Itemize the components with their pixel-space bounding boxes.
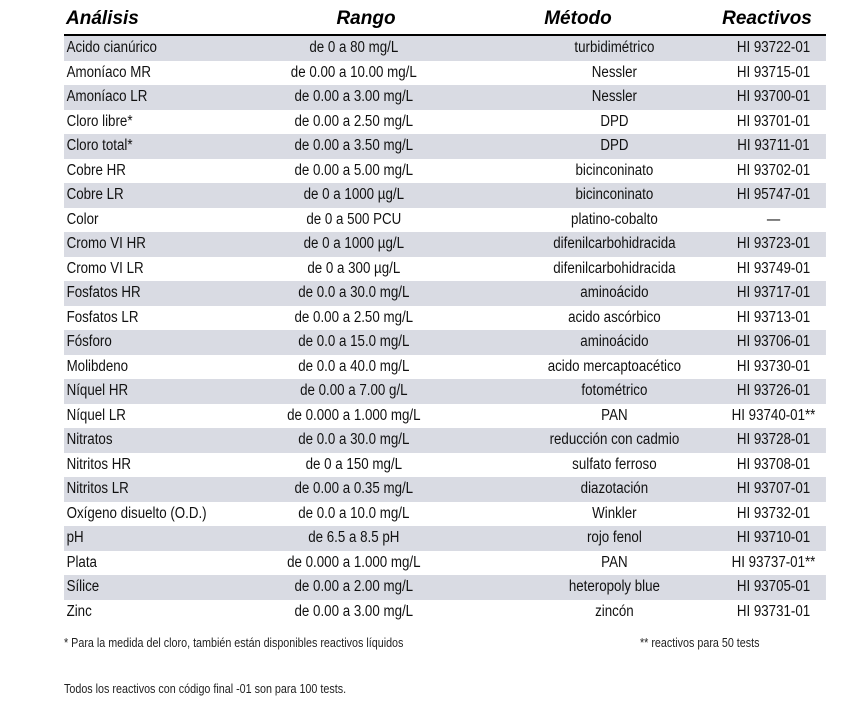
cell-analisis: Cobre LR [66, 186, 124, 203]
cell-rango: de 0.00 a 5.00 mg/L [294, 161, 414, 179]
cell-reactivos: HI 93708-01 [736, 455, 811, 473]
cell-metodo: DPD [600, 137, 629, 154]
cell-rango: de 0.00 a 3.00 mg/L [294, 602, 414, 620]
cell-rango: de 0 a 80 mg/L [309, 39, 399, 56]
cell-analisis: Cobre HR [66, 161, 126, 179]
table-row [64, 330, 826, 355]
cell-metodo: diazotación [580, 480, 649, 497]
cell-reactivos: HI 93737-01** [731, 553, 816, 571]
cell-analisis: Zinc [66, 602, 92, 620]
cell-reactivos: HI 93702-01 [736, 161, 811, 179]
cell-reactivos: HI 93726-01 [736, 382, 811, 399]
cell-rango: de 0.0 a 30.0 mg/L [298, 284, 410, 301]
cell-rango: de 0.00 a 2.50 mg/L [294, 112, 414, 130]
cell-reactivos: HI 93711-01 [737, 137, 810, 154]
cell-rango: de 0 a 150 mg/L [305, 455, 402, 473]
cell-metodo: acido ascórbico [568, 308, 661, 326]
cell-metodo: fotométrico [581, 382, 648, 399]
cell-rango: de 0.00 a 3.00 mg/L [294, 88, 414, 105]
cell-rango: de 0.00 a 2.50 mg/L [294, 308, 414, 326]
table-row [64, 159, 826, 184]
cell-rango: de 0 a 1000 µg/L [303, 186, 404, 203]
cell-reactivos: HI 93732-01 [736, 504, 811, 522]
cell-analisis: Molibdeno [66, 357, 129, 375]
cell-reactivos: HI 93723-01 [736, 235, 811, 252]
cell-analisis: Nitritos LR [66, 480, 129, 497]
cell-rango: de 0.0 a 15.0 mg/L [298, 333, 410, 350]
cell-analisis: Cloro libre* [66, 112, 133, 130]
cell-metodo: bicinconinato [575, 186, 654, 203]
cell-metodo: difenilcarbohidracida [553, 259, 676, 277]
cell-reactivos: HI 93707-01 [736, 480, 811, 497]
cell-analisis: Oxígeno disuelto (O.D.) [66, 504, 207, 522]
cell-metodo: aminoácido [580, 284, 649, 301]
table-row [64, 355, 826, 380]
table-row [64, 257, 826, 282]
cell-analisis: Fósforo [66, 333, 112, 350]
cell-analisis: Amoníaco LR [66, 88, 148, 105]
cell-analisis: Nitratos [66, 431, 113, 448]
table-row [64, 379, 826, 404]
table-row [64, 85, 826, 110]
cell-metodo: zincón [595, 602, 634, 620]
cell-metodo: Nessler [591, 88, 637, 105]
cell-metodo: bicinconinato [575, 161, 654, 179]
cell-reactivos: — [766, 210, 781, 228]
cell-metodo: heteropoly blue [568, 578, 660, 595]
table-row [64, 502, 826, 527]
header-analisis: Análisis [66, 8, 139, 29]
cell-rango: de 0 a 300 µg/L [307, 259, 401, 277]
cell-reactivos: HI 93717-01 [736, 284, 811, 301]
cell-analisis: Plata [66, 553, 97, 571]
table-row [64, 551, 826, 576]
table-row [64, 526, 826, 551]
cell-metodo: Nessler [591, 63, 637, 81]
table-header [64, 8, 826, 36]
cell-metodo: turbidimétrico [574, 39, 655, 56]
cell-analisis: pH [66, 529, 84, 546]
cell-rango: de 0.0 a 10.0 mg/L [298, 504, 410, 522]
footnote-hundred-tests: Todos los reactivos con código final -01 son para 100 tests. [64, 682, 347, 696]
cell-metodo: reducción con cadmio [549, 431, 680, 448]
cell-rango: de 0.00 a 10.00 mg/L [290, 63, 417, 81]
table-row [64, 477, 826, 502]
cell-analisis: Nitritos HR [66, 455, 132, 473]
header-rango: Rango [336, 8, 396, 29]
cell-reactivos: HI 93730-01 [736, 357, 811, 375]
cell-reactivos: HI 93731-01 [736, 602, 811, 620]
cell-rango: de 0.00 a 0.35 mg/L [294, 480, 414, 497]
cell-metodo: Winkler [592, 504, 637, 522]
cell-analisis: Cromo VI LR [66, 259, 144, 277]
cell-metodo: platino-cobalto [571, 210, 658, 228]
cell-rango: de 0.00 a 3.50 mg/L [294, 137, 414, 154]
cell-analisis: Níquel HR [66, 382, 129, 399]
cell-analisis: Acido cianúrico [66, 39, 157, 56]
cell-analisis: Fosfatos HR [66, 284, 141, 301]
table-row [64, 232, 826, 257]
table-row [64, 36, 826, 61]
cell-reactivos: HI 93722-01 [736, 39, 811, 56]
table-row [64, 61, 826, 86]
cell-analisis: Amoníaco MR [66, 63, 152, 81]
table-row [64, 600, 826, 625]
cell-analisis: Sílice [66, 578, 100, 595]
table-row [64, 428, 826, 453]
cell-metodo: rojo fenol [586, 529, 642, 546]
table-row [64, 110, 826, 135]
cell-rango: de 0.000 a 1.000 mg/L [287, 406, 421, 424]
cell-metodo: PAN [601, 553, 628, 571]
cell-reactivos: HI 93715-01 [736, 63, 811, 81]
cell-rango: de 0 a 500 PCU [306, 210, 402, 228]
cell-rango: de 0.0 a 40.0 mg/L [298, 357, 410, 375]
cell-analisis: Fosfatos LR [66, 308, 139, 326]
cell-reactivos: HI 93749-01 [736, 259, 811, 277]
cell-analisis: Color [66, 210, 99, 228]
cell-reactivos: HI 93705-01 [736, 578, 811, 595]
cell-reactivos: HI 93706-01 [736, 333, 811, 350]
cell-analisis: Níquel LR [66, 406, 126, 424]
table-row [64, 404, 826, 429]
cell-rango: de 0 a 1000 µg/L [303, 235, 404, 252]
table-row [64, 281, 826, 306]
table-row [64, 453, 826, 478]
cell-reactivos: HI 93701-01 [736, 112, 811, 130]
table-row [64, 575, 826, 600]
table-body [64, 36, 826, 624]
cell-metodo: DPD [600, 112, 629, 130]
cell-metodo: PAN [601, 406, 628, 424]
reagents-table [64, 8, 826, 624]
cell-rango: de 0.00 a 2.00 mg/L [294, 578, 414, 595]
cell-metodo: sulfato ferroso [572, 455, 657, 473]
table-row [64, 306, 826, 331]
cell-reactivos: HI 93700-01 [736, 88, 811, 105]
cell-reactivos: HI 93740-01** [731, 406, 816, 424]
cell-reactivos: HI 95747-01 [736, 186, 811, 203]
cell-rango: de 0.000 a 1.000 mg/L [287, 553, 421, 571]
cell-rango: de 0.00 a 7.00 g/L [300, 382, 408, 399]
footnote-fifty-tests: ** reactivos para 50 tests [640, 636, 760, 650]
header-reactivos: Reactivos [722, 8, 812, 29]
footnote-chlorine: * Para la medida del cloro, también están disponibles reactivos líquidos [64, 636, 404, 650]
cell-analisis: Cloro total* [66, 137, 133, 154]
cell-reactivos: HI 93728-01 [736, 431, 811, 448]
header-metodo: Método [544, 8, 612, 29]
table-row [64, 183, 826, 208]
table-row [64, 134, 826, 159]
cell-rango: de 6.5 a 8.5 pH [308, 529, 400, 546]
cell-reactivos: HI 93713-01 [736, 308, 811, 326]
table-row [64, 208, 826, 233]
cell-analisis: Cromo VI HR [66, 235, 146, 252]
cell-metodo: aminoácido [580, 333, 649, 350]
cell-metodo: acido mercaptoacético [547, 357, 682, 375]
cell-rango: de 0.0 a 30.0 mg/L [298, 431, 410, 448]
cell-reactivos: HI 93710-01 [736, 529, 811, 546]
cell-metodo: difenilcarbohidracida [553, 235, 676, 252]
